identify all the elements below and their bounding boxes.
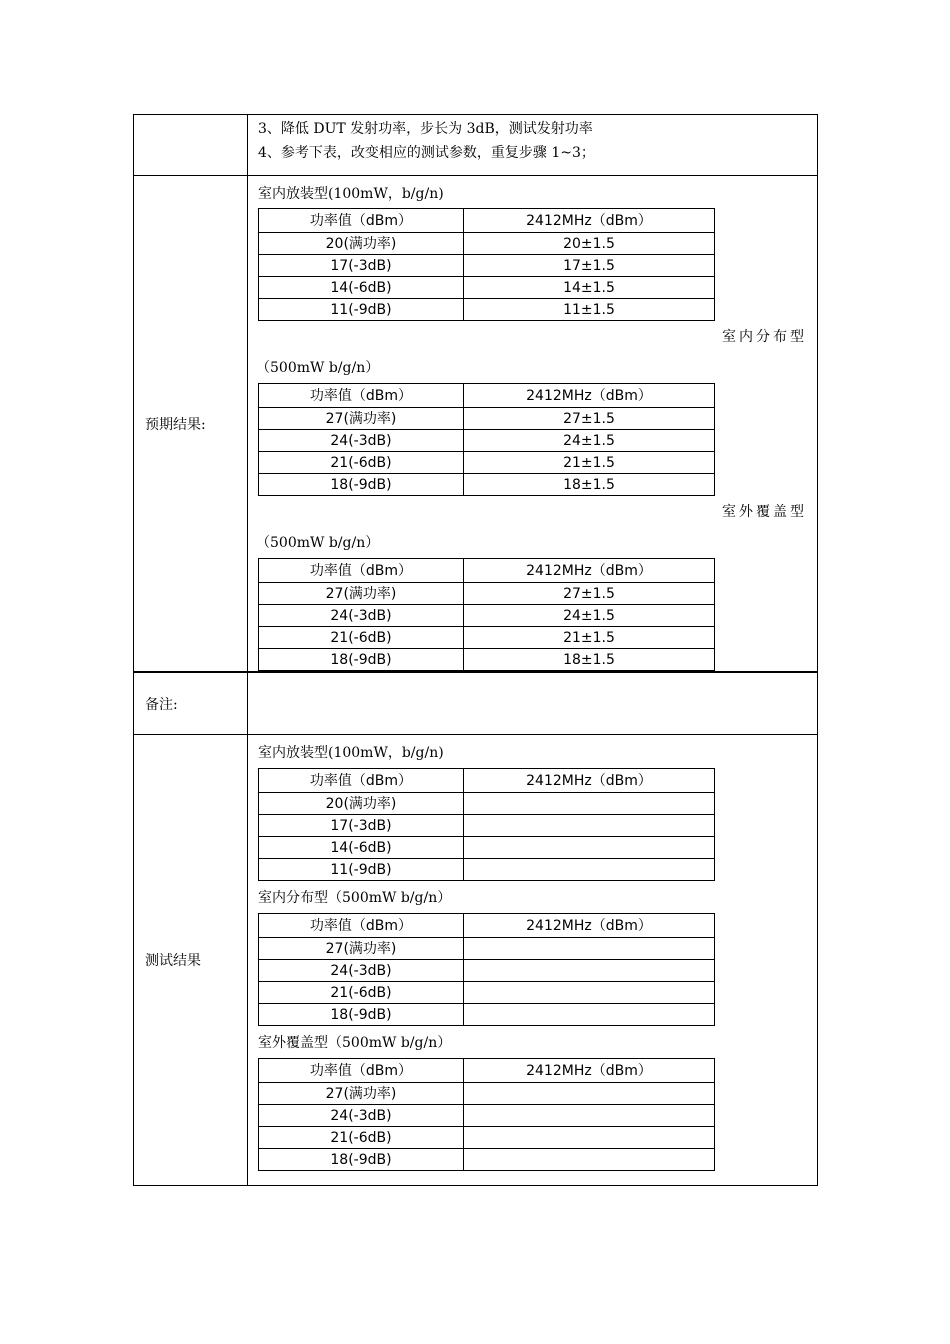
table-row [259, 277, 715, 299]
table-row [259, 1083, 715, 1105]
measured-value-cell [464, 960, 715, 982]
table-row [259, 627, 715, 649]
header-power-value: 功率值（dBm） [259, 1059, 464, 1083]
measured-value-cell: 11±1.5 [464, 299, 715, 321]
results-table-1 [258, 768, 715, 881]
power-value-cell: 14(-6dB) [259, 837, 464, 859]
measured-value-cell [464, 837, 715, 859]
table-row [259, 1149, 715, 1171]
table-row [259, 649, 715, 671]
table-row [259, 408, 715, 430]
power-value-cell: 24(-3dB) [259, 1105, 464, 1127]
remarks-cell [248, 672, 818, 735]
table-header-row [259, 384, 715, 408]
results-cell [248, 735, 818, 1186]
measured-value-cell [464, 938, 715, 960]
measured-value-cell: 24±1.5 [464, 430, 715, 452]
table-row [259, 430, 715, 452]
power-value-cell: 21(-6dB) [259, 627, 464, 649]
header-2412mhz: 2412MHz（dBm） [464, 209, 715, 233]
expected-sec1-title: 室内放装型(100mW，b/g/n) [258, 186, 444, 202]
expected-table-3 [258, 558, 715, 671]
power-value-cell: 11(-9dB) [259, 859, 464, 881]
power-value-cell: 17(-3dB) [259, 815, 464, 837]
test-case-table [133, 114, 818, 1186]
measured-value-cell: 17±1.5 [464, 255, 715, 277]
expected-table-2 [258, 383, 715, 496]
table-row [259, 474, 715, 496]
results-sec1-title: 室内放装型(100mW，b/g/n) [258, 745, 444, 761]
steps-label-cell [134, 115, 248, 176]
power-value-cell: 24(-3dB) [259, 605, 464, 627]
measured-value-cell [464, 859, 715, 881]
results-row [134, 735, 818, 1186]
table-row [259, 815, 715, 837]
header-power-value: 功率值（dBm） [259, 384, 464, 408]
table-row [259, 859, 715, 881]
results-sec2-title: 室内分布型（500mW b/g/n） [258, 890, 452, 906]
measured-value-cell [464, 1105, 715, 1127]
power-value-cell: 18(-9dB) [259, 1149, 464, 1171]
expected-sec2-sub: （500mW b/g/n） [256, 360, 380, 376]
power-value-cell: 17(-3dB) [259, 255, 464, 277]
steps-row [134, 115, 818, 176]
table-row [259, 837, 715, 859]
header-power-value: 功率值（dBm） [259, 769, 464, 793]
header-2412mhz: 2412MHz（dBm） [464, 1059, 715, 1083]
table-row [259, 452, 715, 474]
header-2412mhz: 2412MHz（dBm） [464, 769, 715, 793]
power-value-cell: 21(-6dB) [259, 982, 464, 1004]
measured-value-cell: 24±1.5 [464, 605, 715, 627]
measured-value-cell: 27±1.5 [464, 583, 715, 605]
header-power-value: 功率值（dBm） [259, 914, 464, 938]
results-sec3-title: 室外覆盖型（500mW b/g/n） [258, 1035, 452, 1051]
header-2412mhz: 2412MHz（dBm） [464, 559, 715, 583]
steps-cell [248, 115, 818, 176]
measured-value-cell: 21±1.5 [464, 452, 715, 474]
header-2412mhz: 2412MHz（dBm） [464, 384, 715, 408]
table-header-row [259, 769, 715, 793]
measured-value-cell [464, 1083, 715, 1105]
power-value-cell: 21(-6dB) [259, 1127, 464, 1149]
table-row [259, 960, 715, 982]
expected-table-1 [258, 208, 715, 321]
table-row [259, 793, 715, 815]
header-2412mhz: 2412MHz（dBm） [464, 914, 715, 938]
header-power-value: 功率值（dBm） [259, 559, 464, 583]
power-value-cell: 20(满功率) [259, 793, 464, 815]
power-value-cell: 27(满功率) [259, 408, 464, 430]
measured-value-cell [464, 1004, 715, 1026]
measured-value-cell [464, 1149, 715, 1171]
table-header-row [259, 914, 715, 938]
power-value-cell: 24(-3dB) [259, 430, 464, 452]
expected-label: 预期结果: [134, 176, 248, 673]
measured-value-cell: 27±1.5 [464, 408, 715, 430]
table-header-row [259, 1059, 715, 1083]
power-value-cell: 27(满功率) [259, 583, 464, 605]
measured-value-cell [464, 1127, 715, 1149]
measured-value-cell [464, 793, 715, 815]
power-value-cell: 18(-9dB) [259, 649, 464, 671]
power-value-cell: 27(满功率) [259, 1083, 464, 1105]
remarks-row [134, 672, 818, 735]
power-value-cell: 20(满功率) [259, 233, 464, 255]
measured-value-cell: 21±1.5 [464, 627, 715, 649]
step-4: 4、参考下表，改变相应的测试参数，重复步骤 1~3； [258, 145, 595, 161]
table-row [259, 982, 715, 1004]
table-row [259, 1004, 715, 1026]
expected-sec3-title: 室外覆盖型 [722, 504, 807, 520]
table-row [259, 938, 715, 960]
power-value-cell: 24(-3dB) [259, 960, 464, 982]
power-value-cell: 11(-9dB) [259, 299, 464, 321]
measured-value-cell [464, 982, 715, 1004]
table-row [259, 299, 715, 321]
table-row [259, 583, 715, 605]
power-value-cell: 18(-9dB) [259, 1004, 464, 1026]
power-value-cell: 18(-9dB) [259, 474, 464, 496]
power-value-cell: 27(满功率) [259, 938, 464, 960]
table-row [259, 233, 715, 255]
expected-sec3-sub: （500mW b/g/n） [256, 535, 380, 551]
power-value-cell: 14(-6dB) [259, 277, 464, 299]
table-header-row [259, 209, 715, 233]
measured-value-cell: 18±1.5 [464, 649, 715, 671]
step-3: 3、降低 DUT 发射功率，步长为 3dB，测试发射功率 [258, 121, 593, 137]
expected-cell [248, 176, 818, 673]
results-table-2 [258, 913, 715, 1026]
power-value-cell: 21(-6dB) [259, 452, 464, 474]
expected-sec2-title: 室内分布型 [722, 329, 807, 345]
results-table-3 [258, 1058, 715, 1171]
table-row [259, 1127, 715, 1149]
measured-value-cell: 18±1.5 [464, 474, 715, 496]
measured-value-cell [464, 815, 715, 837]
expected-row [134, 176, 818, 673]
table-row [259, 255, 715, 277]
measured-value-cell: 20±1.5 [464, 233, 715, 255]
measured-value-cell: 14±1.5 [464, 277, 715, 299]
results-label: 测试结果 [134, 735, 248, 1186]
remarks-label: 备注: [134, 672, 248, 735]
table-row [259, 1105, 715, 1127]
header-power-value: 功率值（dBm） [259, 209, 464, 233]
table-header-row [259, 559, 715, 583]
table-row [259, 605, 715, 627]
